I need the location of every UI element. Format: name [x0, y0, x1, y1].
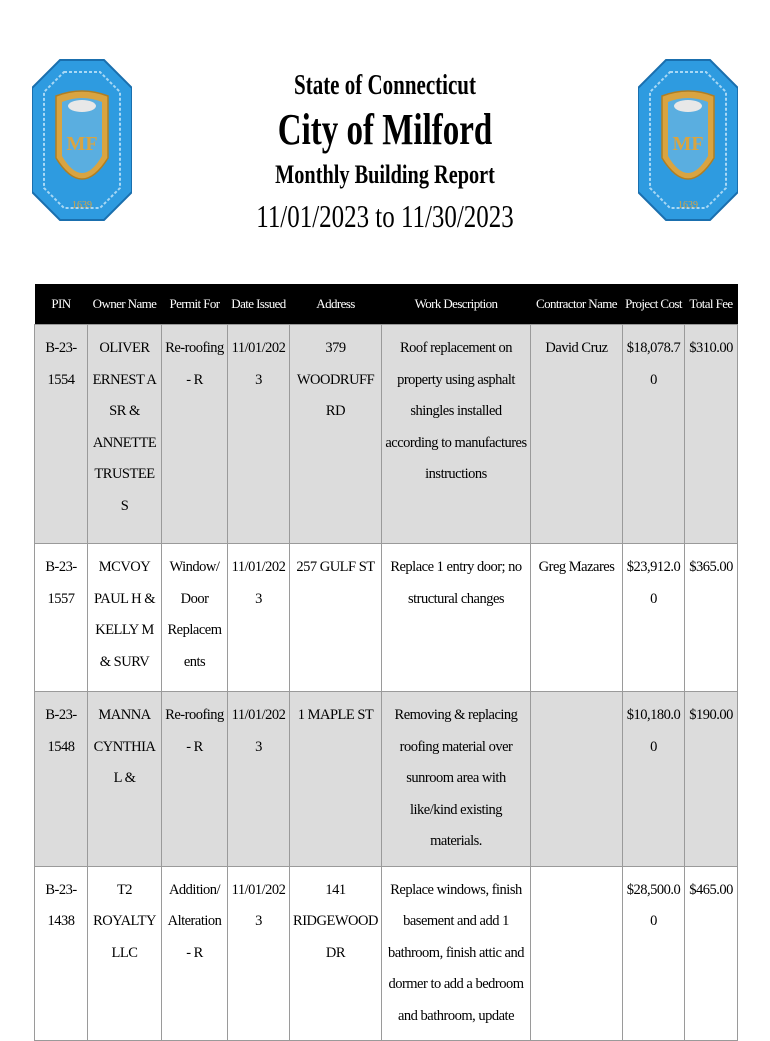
work-cell: Roof replacement on property using asphalt shingles installed according to manufactures instructions: [382, 325, 531, 544]
svg-text:MF: MF: [672, 133, 704, 155]
address-cell: 257 GULF ST: [290, 544, 382, 692]
contractor-cell: Greg Mazares: [531, 544, 623, 692]
address-cell: 379 WOODRUFF RD: [290, 325, 382, 544]
date-range: 11/01/2023 to 11/30/2023: [256, 198, 514, 234]
col-header-address: Address: [290, 284, 382, 325]
svg-text:1639: 1639: [678, 200, 698, 211]
col-header-date: Date Issued: [228, 284, 290, 325]
city-seal-logo: [638, 58, 738, 222]
table-header-row: [35, 284, 738, 325]
date-cell: 11/01/2023: [228, 325, 290, 544]
date-cell: 11/01/2023: [228, 692, 290, 867]
contractor-cell: [531, 692, 623, 867]
pin-cell: B-23-1548: [35, 692, 88, 867]
permit-cell: Addition/Alteration - R: [162, 866, 228, 1041]
table-row: [35, 692, 738, 867]
col-header-work: Work Description: [382, 284, 531, 325]
work-cell: Replace windows, finish basement and add 1 bathroom, finish attic and dormer to add a bedroom and bathroom, update: [382, 866, 531, 1041]
state-title: State of Connecticut: [294, 70, 476, 101]
table-row: [35, 866, 738, 1041]
report-title: Monthly Building Report: [275, 160, 495, 189]
city-seal-logo: [32, 58, 132, 222]
cost-cell: $28,500.00: [623, 866, 685, 1041]
col-header-contractor: Contractor Name: [531, 284, 623, 325]
cost-cell: $23,912.00: [623, 544, 685, 692]
permit-cell: Re-roofing - R: [162, 325, 228, 544]
fee-cell: $465.00: [685, 866, 738, 1041]
address-cell: 141 RIDGEWOOD DR: [290, 866, 382, 1041]
seal-initials: MF: [66, 133, 98, 155]
fee-cell: $190.00: [685, 692, 738, 867]
owner-cell: T2 ROYALTY LLC: [88, 866, 162, 1041]
pin-cell: B-23-1438: [35, 866, 88, 1041]
city-title: City of Milford: [277, 105, 493, 154]
report-header: [150, 60, 620, 236]
date-cell: 11/01/2023: [228, 544, 290, 692]
col-header-pin: PIN: [35, 284, 88, 325]
owner-cell: MCVOY PAUL H & KELLY M & SURV: [88, 544, 162, 692]
table-row: [35, 325, 738, 544]
address-cell: 1 MAPLE ST: [290, 692, 382, 867]
pin-cell: B-23-1557: [35, 544, 88, 692]
contractor-cell: [531, 866, 623, 1041]
col-header-owner: Owner Name: [88, 284, 162, 325]
work-cell: Removing & replacing roofing material over sunroom area with like/kind existing materials.: [382, 692, 531, 867]
work-cell: Replace 1 entry door; no structural changes: [382, 544, 531, 692]
col-header-permit: Permit For: [162, 284, 228, 325]
owner-cell: MANNA CYNTHIA L &: [88, 692, 162, 867]
col-header-fee: Total Fee: [685, 284, 738, 325]
cost-cell: $18,078.70: [623, 325, 685, 544]
fee-cell: $310.00: [685, 325, 738, 544]
owner-cell: OLIVER ERNEST A SR & ANNETTE TRUSTEES: [88, 325, 162, 544]
contractor-cell: David Cruz: [531, 325, 623, 544]
permit-cell: Re-roofing - R: [162, 692, 228, 867]
svg-text:1639: 1639: [72, 200, 92, 211]
table-row: [35, 544, 738, 692]
permit-cell: Window/Door Replacements: [162, 544, 228, 692]
fee-cell: $365.00: [685, 544, 738, 692]
pin-cell: B-23-1554: [35, 325, 88, 544]
date-cell: 11/01/2023: [228, 866, 290, 1041]
cost-cell: $10,180.00: [623, 692, 685, 867]
permits-table: [34, 284, 738, 1041]
col-header-cost: Project Cost: [623, 284, 685, 325]
